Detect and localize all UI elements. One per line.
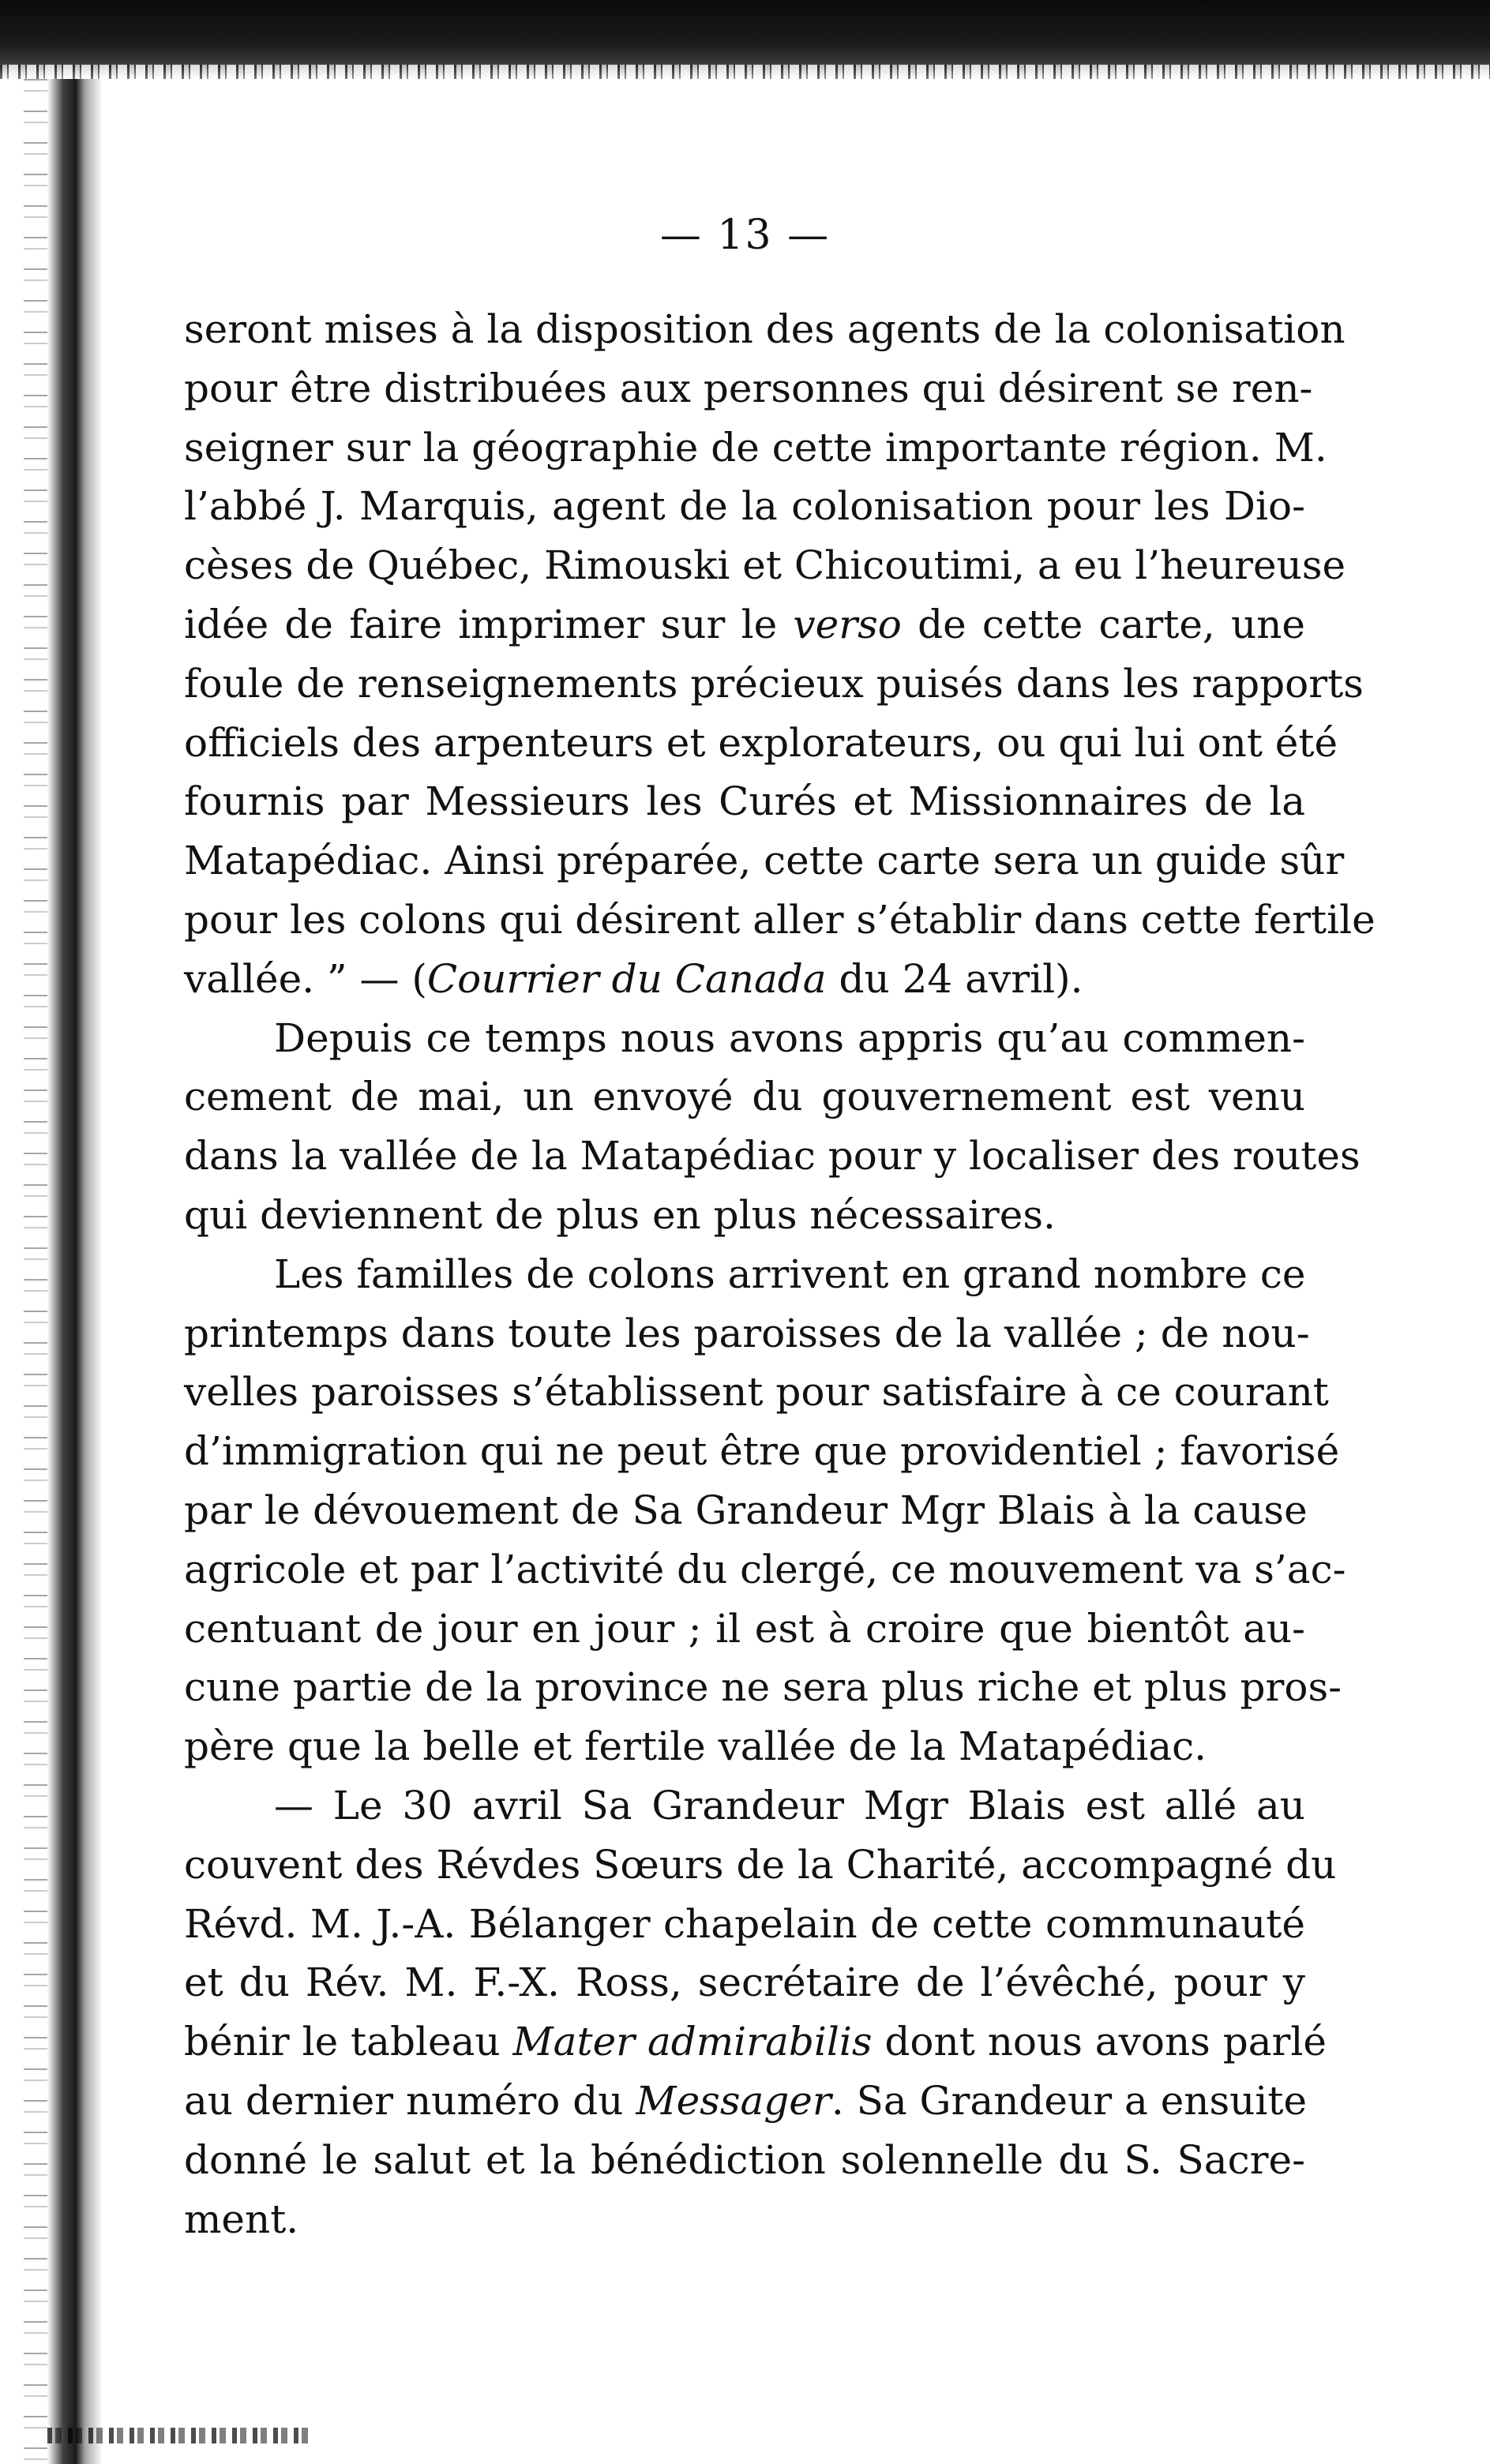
scan-top-edge (0, 0, 1490, 79)
text-line: agricole et par l’activité du clergé, ce mouvement va s’ac- (184, 1546, 1346, 1592)
text-line: donné le salut et la bénédiction solennelle du S. Sacre- (184, 2136, 1305, 2183)
text-line: fournis par Messieurs les Curés et Missionnaires de la (184, 778, 1305, 825)
italic-text: verso (793, 601, 902, 647)
paragraph (184, 1009, 1361, 1245)
text-line: d’immigration qui ne peut être que providentiel ; favorisé (184, 1428, 1340, 1475)
text-line: vallée. ” — (Courrier du Canada du 24 avril). (184, 955, 1083, 1002)
text-line: officiels des arpenteurs et explorateurs, ou qui lui ont été (184, 719, 1338, 766)
scan-bottom-mark (47, 2428, 308, 2443)
text-line: seront mises à la disposition des agents de la colonisation (184, 306, 1346, 352)
text-line: pour les colons qui désirent aller s’établir dans cette fertile (184, 896, 1376, 943)
text-line: Depuis ce temps nous avons appris qu’au commen- (274, 1014, 1305, 1061)
paragraph (184, 300, 1376, 1009)
text-line: cune partie de la province ne sera plus riche et plus pros- (184, 1664, 1342, 1711)
text-line: père que la belle et fertile vallée de la Matapédiac. (184, 1723, 1207, 1770)
text-line: et du Rév. M. F.-X. Ross, secrétaire de l’évêché, pour y (184, 1960, 1305, 2006)
italic-text: Mater admirabilis (512, 2019, 873, 2065)
text-line: seigner sur la géographie de cette importante région. M. (184, 424, 1327, 471)
text-line: Les familles de colons arrivent en grand nombre ce (274, 1251, 1306, 1297)
page-number: — 13 — (659, 212, 831, 259)
text-line: cement de mai, un envoyé du gouvernement est venu (184, 1074, 1305, 1120)
text-line: par le dévouement de Sa Grandeur Mgr Blais à la cause (184, 1487, 1308, 1533)
text-line: dans la vallée de la Matapédiac pour y localiser des routes (184, 1133, 1361, 1179)
text-line: — Le 30 avril Sa Grandeur Mgr Blais est allé au (274, 1782, 1305, 1828)
text-line: idée de faire imprimer sur le verso de cette carte, une (184, 601, 1306, 647)
body-text (184, 300, 1376, 2248)
text-line: foule de renseignements précieux puisés dans les rapports (184, 660, 1364, 707)
paragraph (184, 1776, 1337, 2248)
text-line: couvent des Révdes Sœurs de la Charité, accompagné du (184, 1841, 1337, 1888)
text-line: cèses de Québec, Rimouski et Chicoutimi, a eu l’heureuse (184, 542, 1346, 589)
text-line: Matapédiac. Ainsi préparée, cette carte sera un guide sûr (184, 838, 1345, 884)
text-line: pour être distribuées aux personnes qui désirent se ren- (184, 365, 1313, 411)
text-line: printemps dans toute les paroisses de la vallée ; de nou- (184, 1310, 1310, 1356)
scan-binding-edge (0, 79, 118, 2464)
paragraph (184, 1245, 1346, 1776)
text-line: bénir le tableau Mater admirabilis dont nous avons parlé (184, 2019, 1327, 2065)
text-line: l’abbé J. Marquis, agent de la colonisation pour les Dio- (184, 483, 1305, 530)
text-line: velles paroisses s’établissent pour satisfaire à ce courant (184, 1369, 1329, 1416)
text-line: centuant de jour en jour ; il est à croire que bientôt au- (184, 1605, 1305, 1652)
text-line: ment. (184, 2196, 299, 2242)
italic-text: Courrier du Canada (426, 955, 827, 1002)
italic-text: Messager (636, 2077, 831, 2124)
text-line: au dernier numéro du Messager. Sa Grandeur a ensuite (184, 2077, 1308, 2124)
text-line: Révd. M. J.-A. Bélanger chapelain de cette communauté (184, 1900, 1305, 1947)
text-line: qui deviennent de plus en plus nécessaires. (184, 1191, 1056, 1238)
